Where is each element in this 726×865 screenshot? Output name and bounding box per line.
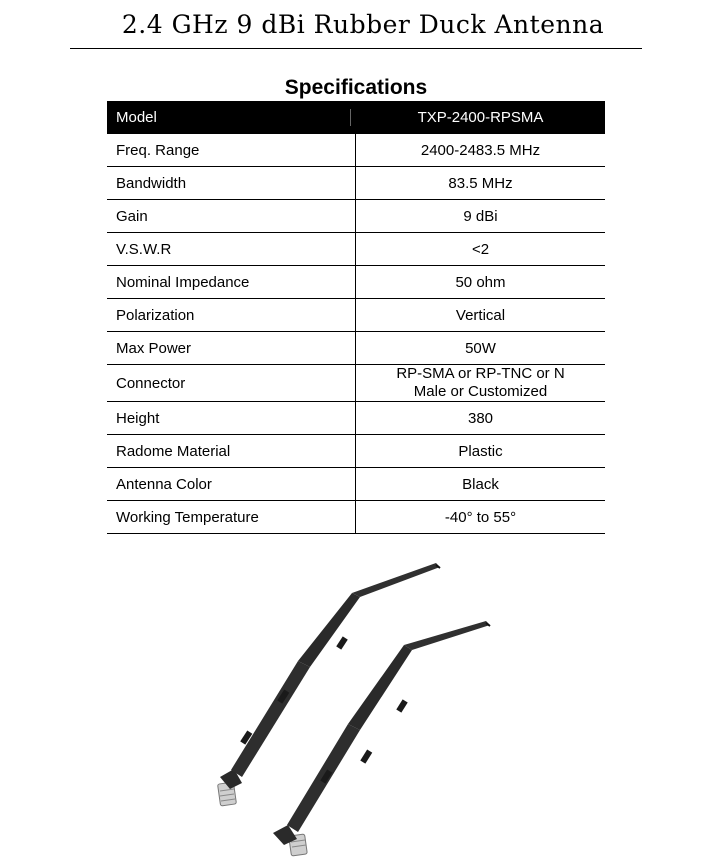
page-title: 2.4 GHz 9 dBi Rubber Duck Antenna bbox=[121, 10, 605, 39]
row-label: Working Temperature bbox=[107, 501, 356, 533]
table-row bbox=[107, 332, 605, 365]
table-row bbox=[107, 134, 605, 167]
row-value: 9 dBi bbox=[463, 207, 498, 225]
table-row bbox=[107, 299, 605, 332]
row-label: Antenna Color bbox=[107, 468, 356, 500]
row-value: Black bbox=[462, 475, 499, 493]
antenna-illustration bbox=[200, 555, 510, 860]
row-value: 83.5 MHz bbox=[448, 174, 513, 192]
row-value: Plastic bbox=[458, 442, 503, 460]
header-divider bbox=[350, 109, 351, 126]
model-label: Model bbox=[116, 109, 157, 126]
row-label: Bandwidth bbox=[107, 167, 356, 199]
row-label: Connector bbox=[107, 365, 356, 401]
row-label: V.S.W.R bbox=[107, 233, 356, 265]
table-row bbox=[107, 233, 605, 266]
row-value: <2 bbox=[471, 240, 490, 258]
model-value: TXP-2400-RPSMA bbox=[417, 109, 544, 126]
title-divider bbox=[70, 48, 642, 49]
row-label: Max Power bbox=[107, 332, 356, 364]
row-value: 50 ohm bbox=[455, 273, 506, 291]
table-row bbox=[107, 266, 605, 299]
table-row bbox=[107, 501, 605, 534]
row-value: 2400-2483.5 MHz bbox=[420, 141, 541, 159]
table-row bbox=[107, 402, 605, 435]
row-value: 50W bbox=[465, 339, 496, 357]
row-value: 380 bbox=[467, 409, 494, 427]
row-label: Polarization bbox=[107, 299, 356, 331]
row-value: Vertical bbox=[455, 306, 506, 324]
table-row bbox=[107, 167, 605, 200]
table-header-row bbox=[107, 101, 605, 134]
table-row bbox=[107, 468, 605, 501]
table-row bbox=[107, 365, 605, 402]
specifications-table bbox=[107, 101, 605, 534]
row-label: Nominal Impedance bbox=[107, 266, 356, 298]
connector-value-line: RP-SMA or RP-TNC or N bbox=[396, 365, 565, 382]
row-label: Radome Material bbox=[107, 435, 356, 467]
connector-value-line: Male or Customized bbox=[413, 383, 548, 400]
antenna-pair-photo bbox=[200, 555, 510, 860]
row-label: Freq. Range bbox=[107, 134, 356, 166]
table-row bbox=[107, 200, 605, 233]
row-value: -40° to 55° bbox=[444, 508, 517, 526]
table-row bbox=[107, 435, 605, 468]
specifications-heading: Specifications bbox=[284, 76, 428, 99]
row-label: Height bbox=[107, 402, 356, 434]
row-value bbox=[356, 365, 605, 401]
row-label: Gain bbox=[107, 200, 356, 232]
